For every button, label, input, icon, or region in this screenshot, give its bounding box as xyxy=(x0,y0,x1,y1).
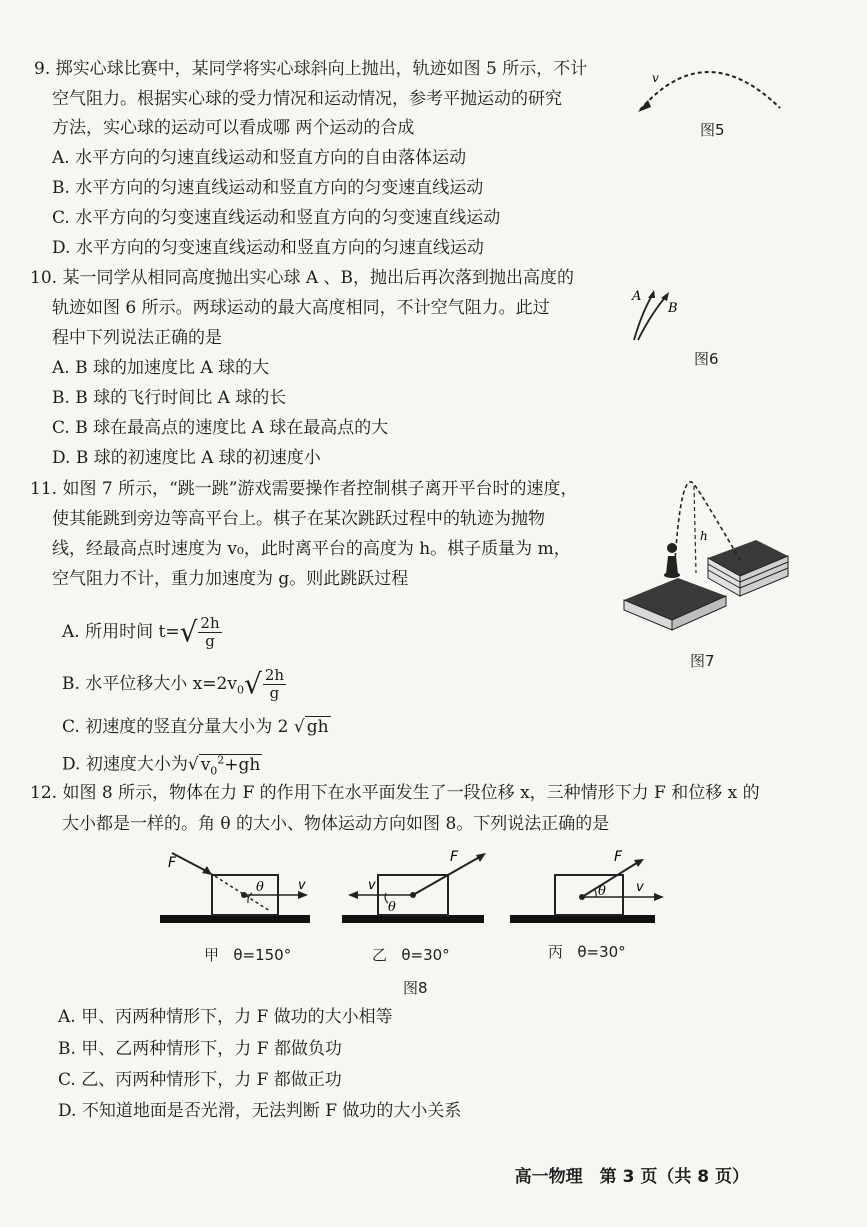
figure-8-bing-F-label: F xyxy=(614,849,623,865)
figure-8-panel-bing xyxy=(510,845,670,930)
q11-option-b-text: B. 水平位移大小 x=2v xyxy=(62,674,237,694)
q10-stem-line3: 程中下列说法正确的是 xyxy=(52,328,222,348)
q11-stem-line4: 空气阻力不计，重力加速度为 g。则此跳跃过程 xyxy=(52,569,409,589)
figure-8-jia-F-label: F xyxy=(168,855,177,871)
figure-6-b-label: B xyxy=(668,301,678,316)
figure-8-caption: 图8 xyxy=(403,979,428,997)
q11-option-b-fraction: $\frac{2h}{g}$ xyxy=(264,666,285,702)
q11-option-c: C. 初速度的竖直分量大小为 2 √ gh xyxy=(62,717,329,737)
q9-option-b: B. 水平方向的匀速直线运动和竖直方向的匀变速直线运动 xyxy=(52,178,484,198)
figure-8-yi-caption: 乙 θ=30° xyxy=(372,946,450,964)
figure-7-h-label: h xyxy=(700,529,708,543)
q11-option-a-text: A. 所用时间 t= xyxy=(62,622,180,642)
q10-stem-line1: 10. 某一同学从相同高度抛出实心球 A 、B，抛出后再次落到抛出高度的 xyxy=(30,268,575,288)
q12-option-b: B. 甲、乙两种情形下，力 F 都做负功 xyxy=(58,1039,342,1059)
q9-stem-line3: 方法，实心球的运动可以看成哪 两个运动的合成 xyxy=(52,118,415,138)
figure-5-v-label: v xyxy=(652,71,659,85)
figure-8-yi-F-label: F xyxy=(450,849,459,865)
q11-stem-line2: 使其能跳到旁边等高平台上。棋子在某次跳跃过程中的轨迹为抛物 xyxy=(52,509,545,529)
q9-option-d: D. 水平方向的匀变速直线运动和竖直方向的匀速直线运动 xyxy=(52,238,484,258)
q12-stem-line1: 12. 如图 8 所示，物体在力 F 的作用下在水平面发生了一段位移 x，三种情形下力 F 和位移 x 的 xyxy=(30,783,760,803)
q9-option-c: C. 水平方向的匀变速直线运动和竖直方向的匀变速直线运动 xyxy=(52,208,501,228)
q9-stem-line1: 9. 掷实心球比赛中，某同学将实心球斜向上抛出，轨迹如图 5 所示，不计 xyxy=(34,59,588,79)
figure-8-yi-theta-label: θ xyxy=(388,900,396,915)
figure-8-bing-caption: 丙 θ=30° xyxy=(548,943,626,961)
figure-8-bing-theta-label: θ xyxy=(598,884,606,899)
q11-option-d-text: D. 初速度大小为 xyxy=(62,754,188,775)
q10-option-a: A. B 球的加速度比 A 球的大 xyxy=(52,358,270,378)
figure-8-jia-v-label: v xyxy=(298,878,306,893)
figure-6-caption: 图6 xyxy=(694,350,719,368)
figure-8-panel-yi xyxy=(338,845,488,930)
q11-stem-line1: 11. 如图 7 所示，“跳一跳”游戏需要操作者控制棋子离开平台时的速度， xyxy=(30,479,578,499)
q11-option-d: D. 初速度大小为√ $v_0^2+gh$ xyxy=(62,753,261,778)
q11-option-a: A. 所用时间 t=√ $\frac{2h}{g}$ xyxy=(62,614,220,650)
q9-stem-line2: 空气阻力。根据实心球的受力情况和运动情况，参考平抛运动的研究 xyxy=(52,89,562,109)
q12-option-c: C. 乙、丙两种情形下，力 F 都做正功 xyxy=(58,1070,342,1090)
q10-stem-line2: 轨迹如图 6 所示。两球运动的最大高度相同，不计空气阻力。此过 xyxy=(52,298,550,318)
q11-option-a-fraction: $\frac{2h}{g}$ xyxy=(200,614,220,650)
q10-option-b: B. B 球的飞行时间比 A 球的长 xyxy=(52,388,287,408)
figure-8-jia-caption: 甲 θ=150° xyxy=(204,946,292,964)
q10-option-c: C. B 球在最高点的速度比 A 球在最高点的大 xyxy=(52,418,389,438)
figure-8-jia-theta-label: θ xyxy=(256,880,264,895)
figure-8-panel-jia xyxy=(160,845,310,930)
q10-option-d: D. B 球的初速度比 A 球的初速度小 xyxy=(52,448,321,468)
figure-8-yi-v-label: v xyxy=(368,878,376,893)
q12-option-d: D. 不知道地面是否光滑，无法判断 F 做功的大小关系 xyxy=(58,1101,462,1121)
q12-option-a: A. 甲、丙两种情形下，力 F 做功的大小相等 xyxy=(58,1007,393,1027)
figure-6-trajectories xyxy=(628,282,688,344)
figure-5-trajectory xyxy=(630,60,800,120)
q11-stem-line3: 线，经最高点时速度为 v₀，此时离平台的高度为 h。棋子质量为 m， xyxy=(52,539,571,559)
figure-8-bing-v-label: v xyxy=(636,880,644,895)
figure-7-jump-game xyxy=(616,478,791,643)
q11-option-b: B. 水平位移大小 $x=2v_0√$ $\frac{2h}{g}$ xyxy=(62,666,285,702)
figure-6-a-label: A xyxy=(632,289,642,304)
figure-7-caption: 图7 xyxy=(690,652,715,670)
q11-option-c-text: C. 初速度的竖直分量大小为 2 xyxy=(62,717,289,737)
q12-stem-line2: 大小都是一样的。角 θ 的大小、物体运动方向如图 8。下列说法正确的是 xyxy=(62,814,610,834)
figure-5-caption: 图5 xyxy=(700,121,725,139)
q9-option-a: A. 水平方向的匀速直线运动和竖直方向的自由落体运动 xyxy=(52,148,467,168)
page-footer: 高一物理 第 3 页（共 8 页） xyxy=(514,1167,749,1187)
